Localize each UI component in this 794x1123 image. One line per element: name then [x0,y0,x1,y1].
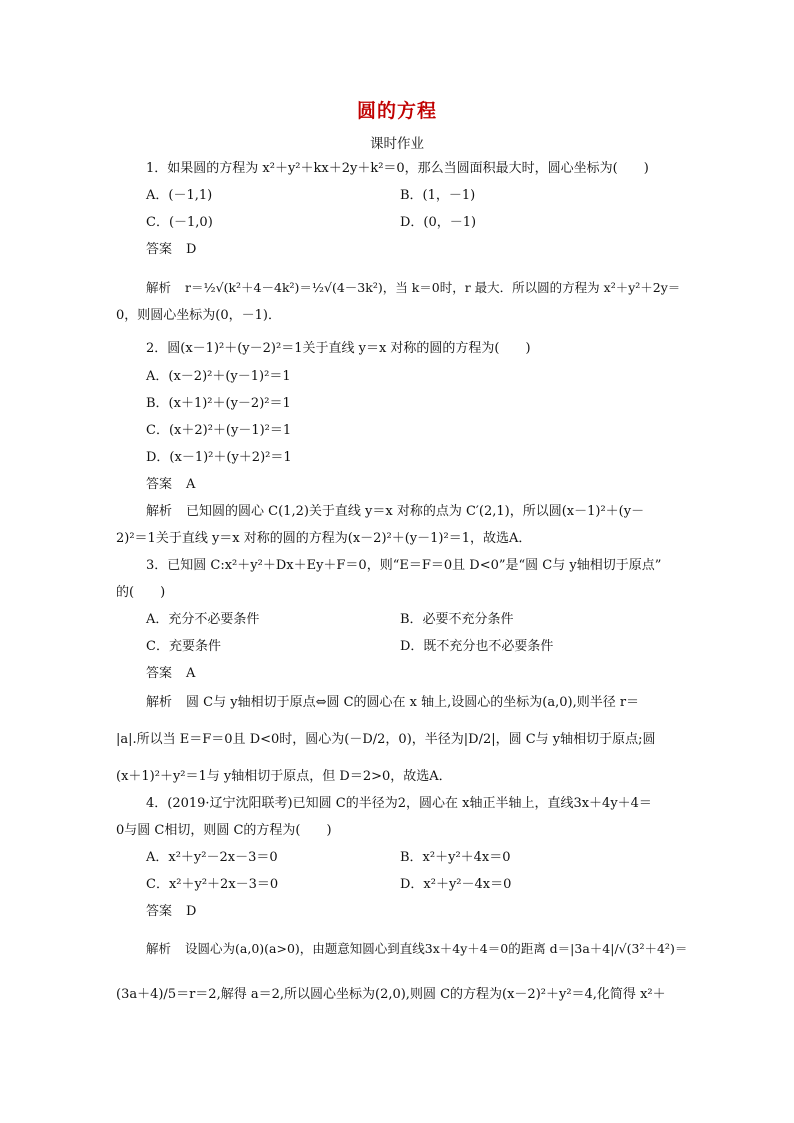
q1-option-b: B．(1，－1) [400,188,476,203]
q4-analysis-line-2: (3a＋4)/5＝r＝2,解得 a＝2,所以圆心坐标为(2,0),则圆 C的方程为(x－2)²＋y²＝4,化简得 x²＋ [116,987,666,1002]
answer-label: 答案 [146,477,173,492]
answer-label: 答案 [146,666,173,681]
q3-option-b: B．必要不充分条件 [400,612,514,627]
q1-option-a: A．(－1,1) [146,188,213,203]
q4-option-d: D．x²＋y²－4x＝0 [400,877,512,892]
q2-option-d: D．(x－1)²＋(y＋2)²＝1 [146,450,292,465]
q2-option-c: C．(x＋2)²＋(y－1)²＝1 [146,423,292,438]
q3-analysis-line-2: |a|.所以当 E＝F＝0且 D<0时，圆心为(－D/2，0)，半径为|D/2|，圆 C与 y轴相切于原点;圆 [116,732,656,747]
q2-option-a: A．(x－2)²＋(y－1)²＝1 [146,369,291,384]
q3-stem-line-1: 3．已知圆 C:x²＋y²＋Dx＋Ey＋F＝0，则“E＝F＝0且 D<0”是“圆 C与 y轴相切于原点” [146,558,662,573]
q1-option-d: D．(0，－1) [400,215,477,230]
q4-stem-line-2: 0与圆 C相切，则圆 C的方程为( ) [116,823,332,838]
q3-stem-line-2: 的( ) [116,585,166,600]
q4-option-c: C．x²＋y²＋2x－3＝0 [146,877,279,892]
page-title: 圆的方程 [356,100,437,122]
q1-analysis-line-2: 0，则圆心坐标为(0，－1)． [116,308,281,323]
answer-value: A [186,666,196,681]
analysis-text: 设圆心为(a,0)(a>0)，由题意知圆心到直线3x＋4y＋4＝0的距离 d＝|3a＋4|/√(3²＋4²)＝ [185,941,688,956]
q2-analysis-line-2: 2)²＝1关于直线 y＝x 对称的圆的方程为(x－2)²＋(y－1)²＝1，故选A． [116,531,532,546]
q3-analysis-line-1 [146,694,639,712]
q3-analysis-line-3: (x＋1)²＋y²＝1与 y轴相切于原点，但 D＝2>0，故选A． [116,769,452,784]
analysis-label: 解析 [146,280,172,295]
analysis-text: r＝½√(k²＋4－4k²)＝½√(4－3k²)，当 k＝0时，r 最大．所以圆的方程为 x²＋y²＋2y＝ [185,280,681,295]
q3-option-a: A．充分不必要条件 [146,612,260,627]
answer-label: 答案 [146,242,173,257]
q2-analysis-line-1 [146,503,644,521]
q1-analysis-line-1 [146,279,680,297]
q3-answer [146,665,195,683]
analysis-label: 解析 [146,504,173,519]
analysis-label: 解析 [146,695,173,710]
q4-option-a: A．x²＋y²－2x－3＝0 [146,850,278,865]
answer-label: 答案 [146,904,173,919]
q3-option-c: C．充要条件 [146,639,221,654]
q2-stem: 2．圆(x－1)²＋(y－2)²＝1关于直线 y＝x 对称的圆的方程为( ) [146,341,531,356]
q1-answer [146,241,196,259]
q2-answer [146,476,195,494]
q4-option-b: B．x²＋y²＋4x＝0 [400,850,511,865]
analysis-text: 圆 C与 y轴相切于原点⇔圆 C的圆心在 x 轴上,设圆心的坐标为(a,0),则半径 r＝ [186,695,640,710]
q2-option-b: B．(x＋1)²＋(y－2)²＝1 [146,396,291,411]
answer-value: D [186,904,197,919]
q4-analysis-line-1 [146,940,687,958]
q1-stem: 1．如果圆的方程为 x²＋y²＋kx＋2y＋k²＝0，那么当圆面积最大时，圆心坐标为( ) [146,161,649,176]
q3-option-d: D．既不充分也不必要条件 [400,639,554,654]
page-subtitle: 课时作业 [370,136,424,152]
analysis-text: 已知圆的圆心 C(1,2)关于直线 y＝x 对称的点为 C′(2,1)，所以圆(x－1)²＋(y－ [186,504,645,519]
answer-value: A [186,477,196,492]
q4-answer [146,903,196,921]
q4-stem-line-1: 4．(2019·辽宁沈阳联考)已知圆 C的半径为2，圆心在 x轴正半轴上，直线3x＋4y＋4＝ [146,796,652,811]
answer-value: D [186,242,197,257]
q1-option-c: C．(－1,0) [146,215,213,230]
analysis-label: 解析 [146,941,172,956]
